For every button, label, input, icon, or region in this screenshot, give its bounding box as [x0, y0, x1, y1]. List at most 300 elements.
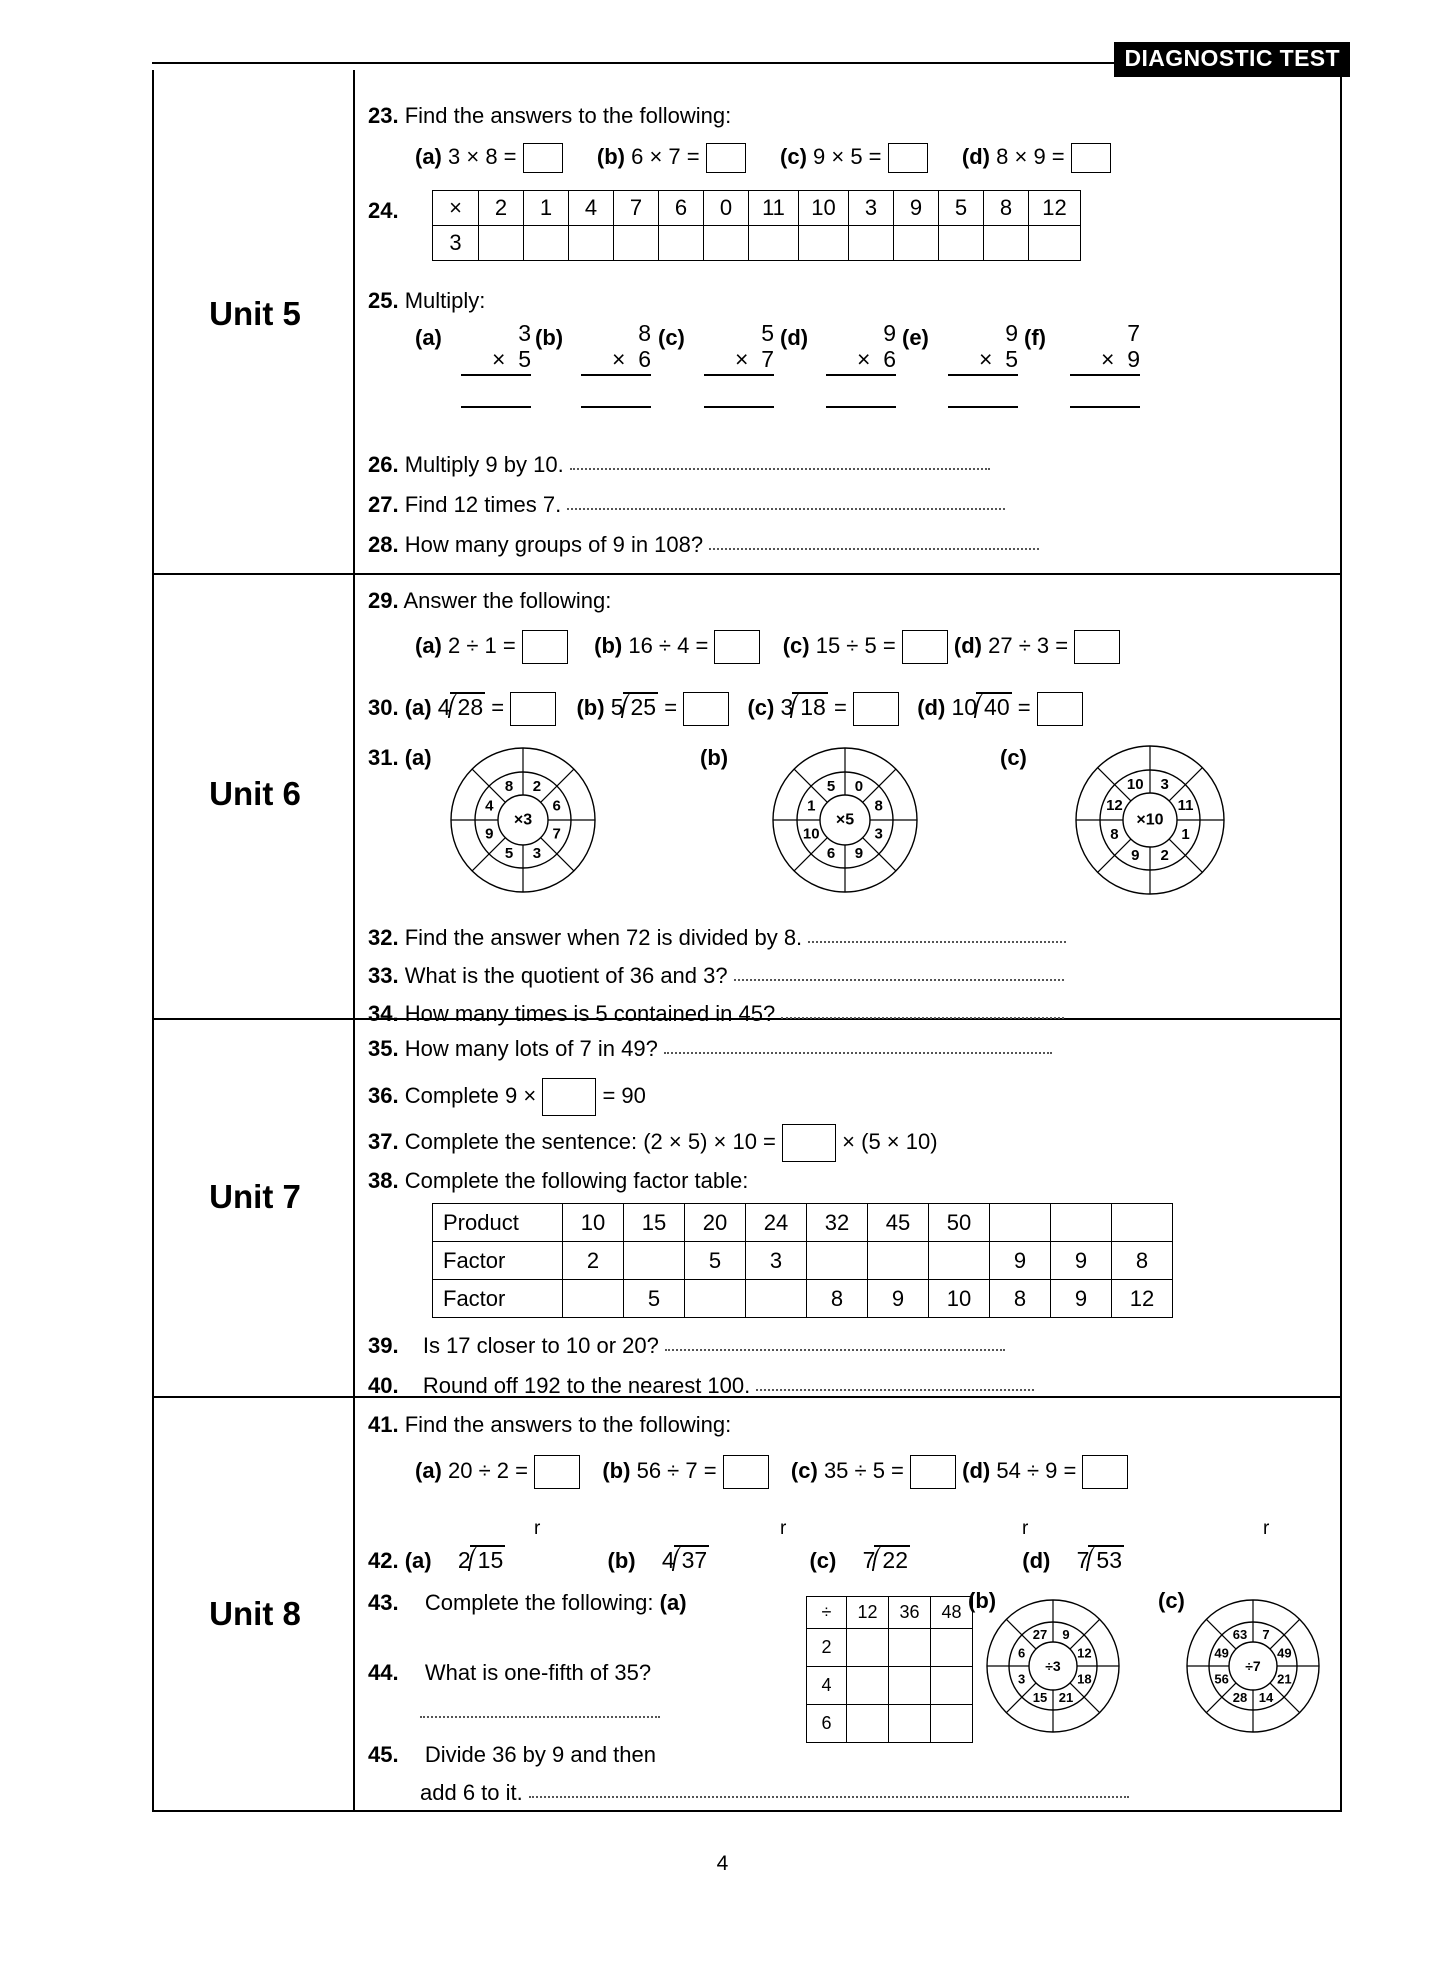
q41-c-tag: (c): [790, 1457, 818, 1483]
wheel-inner-value: 6: [552, 797, 561, 815]
q38-row-label: Factor: [433, 1280, 563, 1318]
q25-multiplicand: 8: [638, 320, 651, 346]
q42-d-tag: (d): [1022, 1548, 1051, 1573]
q25-multiplier: × 9: [1100, 346, 1140, 372]
q23-number: 23.: [368, 103, 399, 128]
q29-a-tag: (a): [415, 632, 442, 658]
q25-multiplier: × 6: [611, 346, 651, 372]
wheel-inner-value: 12: [1077, 1645, 1092, 1661]
q33-answer-line[interactable]: [734, 969, 1064, 981]
q25-item-tag: (f): [1024, 325, 1046, 350]
q38-value-cell: 5: [624, 1280, 685, 1318]
question-39: [368, 1333, 1005, 1358]
q32-text: Find the answer when 72 is divided by 8.: [404, 925, 803, 950]
q38-value-cell: 10: [563, 1204, 624, 1242]
q38-value-cell: 32: [807, 1204, 868, 1242]
q42-b-dividend: 37: [674, 1545, 710, 1573]
wheel-inner-value: 11: [1177, 796, 1194, 814]
q25-multiplicand: 9: [883, 320, 896, 346]
q38-blank-cell[interactable]: [807, 1242, 868, 1280]
q26-answer-line[interactable]: [570, 458, 990, 470]
q24-answer-cell[interactable]: [849, 226, 894, 261]
q44-answer-line-wrap: [420, 1700, 660, 1725]
unit-column-divider: [353, 70, 355, 1812]
q25-rule-bottom: [461, 406, 531, 408]
q40-answer-line[interactable]: [756, 1379, 1034, 1391]
wheel-inner-value: 9: [485, 825, 494, 843]
wheel-inner-value: 9: [854, 845, 864, 863]
wheel-centre-label: ÷7: [1245, 1658, 1261, 1674]
multiplication-wheel-31b[interactable]: [770, 745, 920, 895]
q45-line2: add 6 to it.: [420, 1780, 523, 1805]
table-row: [433, 1204, 1173, 1242]
q37-post: × (5 × 10): [842, 1128, 938, 1154]
unit5-unit6-divider: [152, 573, 1342, 575]
q23-a-tag: (a): [415, 143, 442, 169]
q43-c-tag: (c): [1158, 1588, 1185, 1613]
q42-a-long-division: [458, 1545, 505, 1573]
q43-blank-cell[interactable]: [931, 1705, 973, 1743]
q23-c-answer-box[interactable]: [888, 143, 928, 173]
q38-blank-cell[interactable]: [868, 1242, 929, 1280]
multiplication-wheel-31a[interactable]: [448, 745, 598, 895]
q38-value-cell: 8: [807, 1280, 868, 1318]
q29-a-expr: 2 ÷ 1 =: [448, 632, 516, 658]
q25-rule-bottom: [704, 406, 774, 408]
q24-answer-cell[interactable]: [1029, 226, 1081, 261]
q30-b-divisor: 5: [610, 694, 624, 720]
q42-c-dividend: 22: [874, 1545, 910, 1573]
q38-blank-cell[interactable]: [990, 1204, 1051, 1242]
q24-header-cell: 9: [894, 191, 939, 226]
q41-c-answer-box[interactable]: [910, 1455, 956, 1489]
q38-blank-cell[interactable]: [1051, 1204, 1112, 1242]
q43-row-label: 2: [807, 1629, 847, 1667]
q42-b-remainder-mark: r: [780, 1518, 787, 1539]
q37-number: 37.: [368, 1128, 399, 1154]
q42-c-tag: (c): [809, 1548, 837, 1573]
q38-blank-cell[interactable]: [685, 1280, 746, 1318]
q29-a-answer-box[interactable]: [522, 630, 568, 664]
q42-a-divisor: 2: [457, 1547, 471, 1573]
wheel-centre-label: ×3: [513, 811, 533, 829]
q35-number: 35.: [368, 1036, 399, 1061]
q34-number: 34.: [368, 1001, 399, 1026]
wheel-inner-value: 5: [826, 777, 836, 795]
q44-answer-line[interactable]: [420, 1706, 660, 1718]
q24-answer-cell[interactable]: [524, 226, 569, 261]
q28-number: 28.: [368, 532, 399, 557]
q43-blank-cell[interactable]: [889, 1629, 931, 1667]
q25-item-tag: (d): [780, 325, 809, 350]
wheel-inner-value: 9: [1062, 1627, 1070, 1643]
question-45-cont: [420, 1780, 1129, 1805]
q24-answer-cell[interactable]: [894, 226, 939, 261]
q24-number: 24.: [368, 198, 399, 223]
q41-a-expr: 20 ÷ 2 =: [448, 1457, 528, 1483]
wheel-inner-value: 28: [1232, 1689, 1248, 1705]
q43-blank-cell[interactable]: [889, 1705, 931, 1743]
q27-answer-line[interactable]: [567, 498, 1005, 510]
wheel-inner-value: 3: [874, 825, 883, 843]
q43-a-tag: (a): [659, 1590, 687, 1615]
q24-answer-cell[interactable]: [984, 226, 1029, 261]
question-41: [368, 1412, 731, 1437]
q30-a-answer-box[interactable]: [510, 692, 556, 726]
q42-c-remainder-mark: r: [1022, 1518, 1029, 1539]
q27-number: 27.: [368, 492, 399, 517]
q38-row-label: Product: [433, 1204, 563, 1242]
q38-value-cell: 24: [746, 1204, 807, 1242]
q42-a-tag: (a): [404, 1548, 432, 1573]
q38-value-cell: 3: [746, 1242, 807, 1280]
q32-answer-line[interactable]: [808, 931, 1066, 943]
unit-label-5: Unit 5: [209, 295, 301, 332]
wheel-centre-label: ÷3: [1045, 1658, 1061, 1674]
q43-blank-cell[interactable]: [847, 1629, 889, 1667]
q43-blank-cell[interactable]: [889, 1667, 931, 1705]
q35-answer-line[interactable]: [664, 1042, 1052, 1054]
q38-factor-table[interactable]: [432, 1203, 1173, 1318]
q39-number: 39.: [368, 1333, 399, 1358]
q43-number: 43.: [368, 1590, 399, 1615]
q25-rule-bottom: [826, 406, 896, 408]
division-wheel-43b[interactable]: [985, 1598, 1121, 1734]
table-row: [807, 1667, 973, 1705]
q29-c-answer-box[interactable]: [902, 630, 948, 664]
q25-column-sum[interactable]: [563, 320, 651, 408]
q25-item-tag: (a): [415, 325, 442, 350]
wheel-inner-value: 2: [532, 777, 542, 795]
q28-answer-line[interactable]: [709, 538, 1039, 550]
wheel-inner-value: 1: [807, 797, 816, 815]
q30-a-equals: =: [491, 695, 505, 720]
q24-answer-cell[interactable]: [659, 226, 704, 261]
q23-b-answer-box[interactable]: [706, 143, 746, 173]
q25-multiplier: × 5: [978, 346, 1018, 372]
wheel-inner-value: 15: [1032, 1689, 1048, 1705]
wheel-inner-value: 49: [1277, 1645, 1292, 1661]
q42-a-dividend: 15: [470, 1545, 506, 1573]
q29-text: Answer the following:: [403, 588, 612, 613]
q43-blank-cell[interactable]: [847, 1667, 889, 1705]
q38-row-label: Factor: [433, 1242, 563, 1280]
q30-d-answer-box[interactable]: [1037, 692, 1083, 726]
q25-item-tag: (b): [535, 325, 564, 350]
q38-text: Complete the following factor table:: [404, 1168, 749, 1193]
q24-answer-cell[interactable]: [479, 226, 524, 261]
q43-division-grid[interactable]: [806, 1596, 973, 1743]
q42-number: 42.: [368, 1548, 399, 1573]
q30-c-divisor: 3: [780, 694, 794, 720]
q30-c-answer-box[interactable]: [853, 692, 899, 726]
wheel-inner-value: 10: [802, 825, 820, 843]
q26-number: 26.: [368, 452, 399, 477]
q29-c-tag: (c): [782, 632, 810, 658]
q45-number: 45.: [368, 1742, 399, 1767]
q25-multiplier: × 7: [734, 346, 774, 372]
question-23: [368, 103, 731, 128]
table-row: [433, 1242, 1173, 1280]
q40-number: 40.: [368, 1373, 399, 1398]
wheel-inner-value: 1: [1181, 826, 1190, 844]
question-36: [368, 1078, 646, 1116]
q38-blank-cell[interactable]: [929, 1242, 990, 1280]
wheel-centre-label: ×5: [835, 811, 855, 829]
q43-text: Complete the following:: [424, 1590, 654, 1615]
question-44: [368, 1660, 651, 1685]
wheel-inner-value: 21: [1277, 1671, 1292, 1687]
q43-row-label: 4: [807, 1667, 847, 1705]
q41-d-answer-box[interactable]: [1082, 1455, 1128, 1489]
q35-text: How many lots of 7 in 49?: [404, 1036, 658, 1061]
wheel-inner-value: 14: [1258, 1689, 1274, 1705]
q42-d-divisor: 7: [1076, 1547, 1090, 1573]
q44-text: What is one-fifth of 35?: [424, 1660, 652, 1685]
q43-blank-cell[interactable]: [931, 1667, 973, 1705]
q38-value-cell: 8: [990, 1280, 1051, 1318]
q38-blank-cell[interactable]: [624, 1242, 685, 1280]
wheel-inner-value: 10: [1126, 775, 1144, 793]
wheel-inner-value: 18: [1077, 1671, 1092, 1687]
wheel-inner-value: 8: [504, 777, 514, 795]
q24-multiplication-table[interactable]: [432, 190, 1081, 261]
q38-value-cell: 45: [868, 1204, 929, 1242]
q38-value-cell: 9: [990, 1242, 1051, 1280]
q42-b-divisor: 4: [661, 1547, 675, 1573]
q30-d-dividend: 40: [976, 692, 1012, 720]
q43-header-cell: 12: [847, 1597, 889, 1629]
q31-a-tag: (a): [404, 745, 432, 770]
q33-text: What is the quotient of 36 and 3?: [404, 963, 728, 988]
q38-value-cell: 12: [1112, 1280, 1173, 1318]
wheel-inner-value: 9: [1131, 847, 1140, 865]
wheel-inner-value: 3: [532, 845, 542, 863]
q24-header-cell: 3: [849, 191, 894, 226]
wheel-inner-value: 0: [854, 777, 864, 795]
q36-post: = 90: [602, 1082, 646, 1108]
q29-b-answer-box[interactable]: [714, 630, 760, 664]
q38-value-cell: 9: [1051, 1242, 1112, 1280]
q30-a-divisor: 4: [437, 694, 451, 720]
q29-d-tag: (d): [953, 632, 983, 658]
wheel-inner-value: 3: [1160, 775, 1169, 793]
diagnostic-test-badge: DIAGNOSTIC TEST: [1114, 42, 1350, 77]
table-row: [807, 1705, 973, 1743]
question-28: [368, 532, 1039, 557]
q25-column-sum[interactable]: [443, 320, 531, 408]
q38-blank-cell[interactable]: [1112, 1204, 1173, 1242]
wheel-inner-value: 8: [874, 797, 883, 815]
q41-a-answer-box[interactable]: [534, 1455, 580, 1489]
q39-answer-line[interactable]: [665, 1339, 1005, 1351]
q43-row-label: 6: [807, 1705, 847, 1743]
q25-rule-bottom: [948, 406, 1018, 408]
q34-answer-line[interactable]: [781, 1007, 1064, 1019]
page-number: 4: [716, 1852, 729, 1875]
q43-header-cell: 48: [931, 1597, 973, 1629]
q27-text: Find 12 times 7.: [404, 492, 562, 517]
table-row: [433, 1280, 1173, 1318]
q30-d-long-division: [951, 692, 1011, 720]
wheel-inner-value: 6: [1017, 1645, 1026, 1661]
q37-answer-box[interactable]: [782, 1124, 836, 1162]
q38-blank-cell[interactable]: [746, 1280, 807, 1318]
wheel-inner-value: 3: [1017, 1671, 1026, 1687]
q42-a-remainder-mark: r: [534, 1518, 541, 1539]
wheel-inner-value: 5: [504, 845, 514, 863]
q30-d-equals: =: [1017, 695, 1031, 720]
q43-b-tag: (b): [968, 1588, 997, 1613]
question-29-items: [415, 630, 1120, 664]
q23-b-expr: 6 × 7 =: [631, 143, 700, 169]
wheel-inner-value: 49: [1214, 1645, 1229, 1661]
q30-b-equals: =: [664, 695, 678, 720]
q41-d-tag: (d): [962, 1457, 991, 1483]
q41-b-answer-box[interactable]: [723, 1455, 769, 1489]
q33-number: 33.: [368, 963, 399, 988]
wheel-inner-value: 56: [1214, 1671, 1229, 1687]
q30-a-tag: (a): [404, 695, 432, 720]
wheel-inner-value: 7: [1262, 1627, 1270, 1643]
q24-header-cell: 2: [479, 191, 524, 226]
q36-number: 36.: [368, 1082, 399, 1108]
question-31: [368, 745, 432, 770]
q29-b-tag: (b): [594, 632, 623, 658]
wheel-inner-value: 27: [1032, 1627, 1048, 1643]
question-34: [368, 1001, 1064, 1026]
q24-header-cell: 8: [984, 191, 1029, 226]
q24-answer-cell[interactable]: [569, 226, 614, 261]
wheel-inner-value: 6: [826, 845, 836, 863]
q42-b-long-division: [662, 1545, 709, 1573]
q30-c-equals: =: [833, 695, 847, 720]
multiplication-wheel-31c[interactable]: [1075, 745, 1225, 895]
q36-answer-box[interactable]: [542, 1078, 596, 1116]
q38-value-cell: 20: [685, 1204, 746, 1242]
q41-c-expr: 35 ÷ 5 =: [823, 1457, 904, 1483]
q23-c-tag: (c): [780, 143, 807, 169]
q38-number: 38.: [368, 1168, 399, 1193]
q24-header-cell: ×: [433, 191, 479, 226]
question-23-items: [415, 143, 1111, 173]
q43-header-cell: ÷: [807, 1597, 847, 1629]
q24-answer-cell[interactable]: [799, 226, 849, 261]
q25-multiplicand: 5: [761, 320, 774, 346]
q45-answer-line[interactable]: [529, 1786, 1129, 1798]
q23-text: Find the answers to the following:: [404, 103, 732, 128]
q43-blank-cell[interactable]: [847, 1705, 889, 1743]
q37-pre: Complete the sentence: (2 × 5) × 10 =: [404, 1128, 776, 1154]
q25-column-sum[interactable]: [930, 320, 1018, 408]
q38-value-cell: 10: [929, 1280, 990, 1318]
q42-b-tag: (b): [607, 1548, 636, 1573]
q30-a-dividend: 28: [450, 692, 486, 720]
q23-d-answer-box[interactable]: [1071, 143, 1111, 173]
q30-b-long-division: [611, 692, 658, 720]
division-wheel-43c[interactable]: [1185, 1598, 1321, 1734]
wheel-inner-value: 7: [552, 825, 561, 843]
q29-b-expr: 16 ÷ 4 =: [628, 632, 709, 658]
table-row: [433, 191, 1081, 226]
question-35: [368, 1036, 1052, 1061]
q25-text: Multiply:: [404, 288, 486, 313]
question-32: [368, 925, 1066, 950]
question-25: [368, 288, 485, 313]
q26-text: Multiply 9 by 10.: [404, 452, 564, 477]
q30-a-long-division: [438, 692, 485, 720]
q24-answer-cell[interactable]: [749, 226, 799, 261]
q31-number: 31.: [368, 745, 399, 770]
q42-c-divisor: 7: [862, 1547, 876, 1573]
q42-d-dividend: 53: [1088, 1545, 1124, 1573]
q24-answer-cell[interactable]: [704, 226, 749, 261]
q25-column-sum[interactable]: [686, 320, 774, 408]
q30-c-long-division: [780, 692, 827, 720]
q38-blank-cell[interactable]: [563, 1280, 624, 1318]
q42-d-long-division: [1077, 1545, 1124, 1573]
q25-column-sum[interactable]: [1052, 320, 1140, 408]
unit-label-7: Unit 7: [209, 1178, 301, 1215]
q24-answer-cell[interactable]: [939, 226, 984, 261]
q25-multiplicand: 7: [1127, 320, 1140, 346]
q38-value-cell: 50: [929, 1204, 990, 1242]
q43-header-cell: 36: [889, 1597, 931, 1629]
q30-c-tag: (c): [747, 695, 775, 720]
q41-d-expr: 54 ÷ 9 =: [996, 1457, 1077, 1483]
q40-text: Round off 192 to the nearest 100.: [422, 1373, 751, 1398]
unit-label-6: Unit 6: [209, 775, 301, 812]
q41-a-tag: (a): [415, 1457, 442, 1483]
q30-b-dividend: 25: [623, 692, 659, 720]
q36-pre: Complete 9 ×: [404, 1082, 537, 1108]
q29-d-expr: 27 ÷ 3 =: [988, 632, 1069, 658]
q38-value-cell: 9: [868, 1280, 929, 1318]
q30-c-dividend: 18: [792, 692, 828, 720]
q38-value-cell: 8: [1112, 1242, 1173, 1280]
q30-number: 30.: [368, 695, 399, 720]
q24-header-cell: 7: [614, 191, 659, 226]
q23-c-expr: 9 × 5 =: [813, 143, 882, 169]
q28-text: How many groups of 9 in 108?: [404, 532, 704, 557]
q24-answer-cell[interactable]: [614, 226, 659, 261]
q29-d-answer-box[interactable]: [1074, 630, 1120, 664]
q34-text: How many times is 5 contained in 45?: [404, 1001, 776, 1026]
q25-rule-bottom: [1070, 406, 1140, 408]
question-27: [368, 492, 1005, 517]
q45-line1: Divide 36 by 9 and then: [424, 1742, 657, 1767]
unit-label-8: Unit 8: [209, 1595, 301, 1632]
table-row: [433, 226, 1081, 261]
q29-number: 29.: [368, 588, 399, 613]
question-43: [368, 1590, 687, 1615]
q25-multiplicand: 3: [518, 320, 531, 346]
question-42: [368, 1545, 1124, 1573]
question-37: [368, 1124, 938, 1162]
q23-a-answer-box[interactable]: [523, 143, 563, 173]
q25-column-sum[interactable]: [808, 320, 896, 408]
wheel-centre-label: ×10: [1136, 811, 1164, 829]
q30-b-answer-box[interactable]: [683, 692, 729, 726]
wheel-inner-value: 8: [1110, 826, 1119, 844]
wheel-inner-value: 12: [1106, 796, 1123, 814]
q23-d-expr: 8 × 9 =: [996, 143, 1065, 169]
q38-value-cell: 9: [1051, 1280, 1112, 1318]
q24-answer-cell: 3: [433, 226, 479, 261]
q43-blank-cell[interactable]: [931, 1629, 973, 1667]
q24-header-cell: 1: [524, 191, 569, 226]
question-30: [368, 692, 1083, 726]
